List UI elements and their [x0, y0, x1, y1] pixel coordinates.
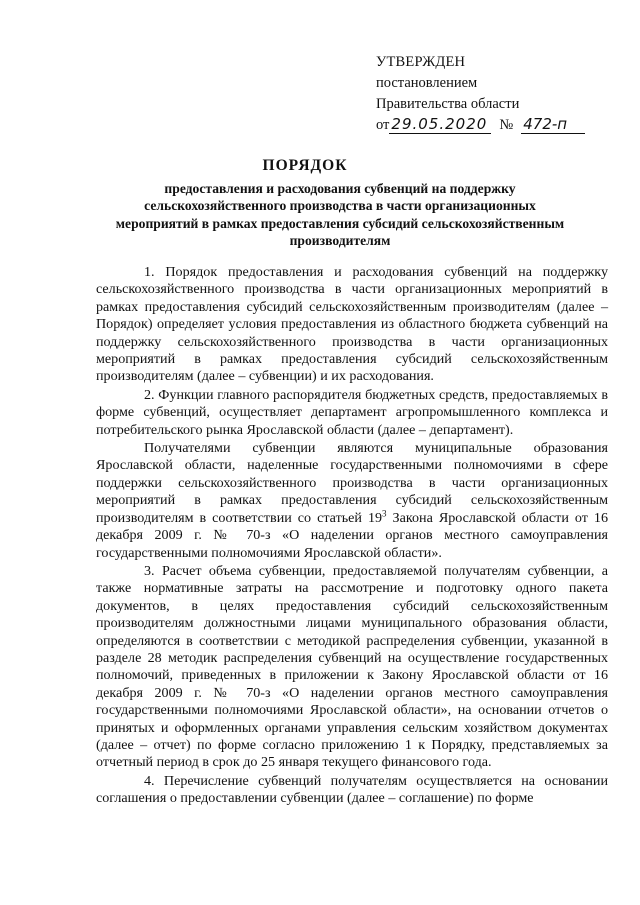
- paragraph-4: 4. Перечисление субвенций получателям осуществляется на основании соглашения о предоставлении субвенции (далее – соглашение) по форме: [96, 772, 608, 807]
- number-prefix: №: [499, 117, 514, 133]
- approval-date-line: [376, 115, 585, 136]
- handwritten-date: 29.05.2020: [389, 116, 491, 134]
- paragraph-2: 2. Функции главного распорядителя бюджетных средств, предоставляемых в форме субвенций, осуществляет департамент агропромышленного комплекса и потребительского рынка Ярославской области (далее – департамент).: [96, 386, 608, 438]
- approval-line-3: Правительства области: [376, 96, 520, 112]
- approval-stamp: [376, 52, 585, 136]
- paragraph-recipients-text-end: Закона Ярославской области от 16 декабря 2009 г. № 70-з «О наделении органов местного самоуправления государственными полномочиями Ярославской области».: [96, 509, 608, 561]
- document-title: ПОРЯДОК: [262, 157, 348, 174]
- approval-heading: УТВЕРЖДЕН: [376, 54, 466, 70]
- article-superscript: 3: [382, 508, 387, 518]
- document-subtitle: предоставления и расходования субвенций на поддержку сельскохозяйственного производства в части организационных мероприятий в рамках предоставления субсидий сельскохозяйственным производителям: [115, 181, 565, 248]
- paragraph-recipients-text: Получателями субвенции являются муниципальные образования Ярославской области, наделенные государственными полномочиями в сфере поддержки сельскохозяйственного производства в части организационных мероприятий в рамках предоставления субсидий сельскохозяйственным производителям в соответствии со статьей 19: [96, 440, 608, 526]
- document-body: [96, 264, 608, 809]
- approval-line-2: постановлением: [376, 75, 478, 91]
- paragraph-1: 1. Порядок предоставления и расходования субвенций на поддержку сельскохозяйственного производства в части организационных мероприятий в рамках предоставления субсидий сельскохозяйственным производителям (далее – Порядок) определяет условия предоставления из областного бюджета субвенций на поддержку сельскохозяйственного производства в части организационных мероприятий в рамках предоставления субсидий сельскохозяйственным производителям (далее – субвенции) и их расходования.: [96, 264, 608, 385]
- paragraph-recipients: [96, 440, 608, 562]
- date-prefix: от: [376, 117, 390, 133]
- handwritten-number: 472-п: [521, 116, 585, 134]
- paragraph-3: 3. Расчет объема субвенции, предоставляемой получателям субвенции, а также нормативные затраты на рассмотрение и подготовку одного пакета документов, в целях предоставления субсидий сельскохозяйственным производителям должностными лицами муниципального образования области, определяются в соответствии с методикой распределения субвенции, указанной в разделе 28 методик распределения субвенций на осуществление государственных полномочий, приведенных в приложении к Закону Ярославской области от 16 декабря 2009 г. № 70-з «О наделении органов местного самоуправления государственными полномочиями Ярославской области», на основании отчетов о принятых и оформленных органами управления сельским хозяйством документах (далее – отчет) по форме согласно приложению 1 к Порядку, представляемых за отчетный период в срок до 25 января текущего финансового года.: [96, 562, 608, 771]
